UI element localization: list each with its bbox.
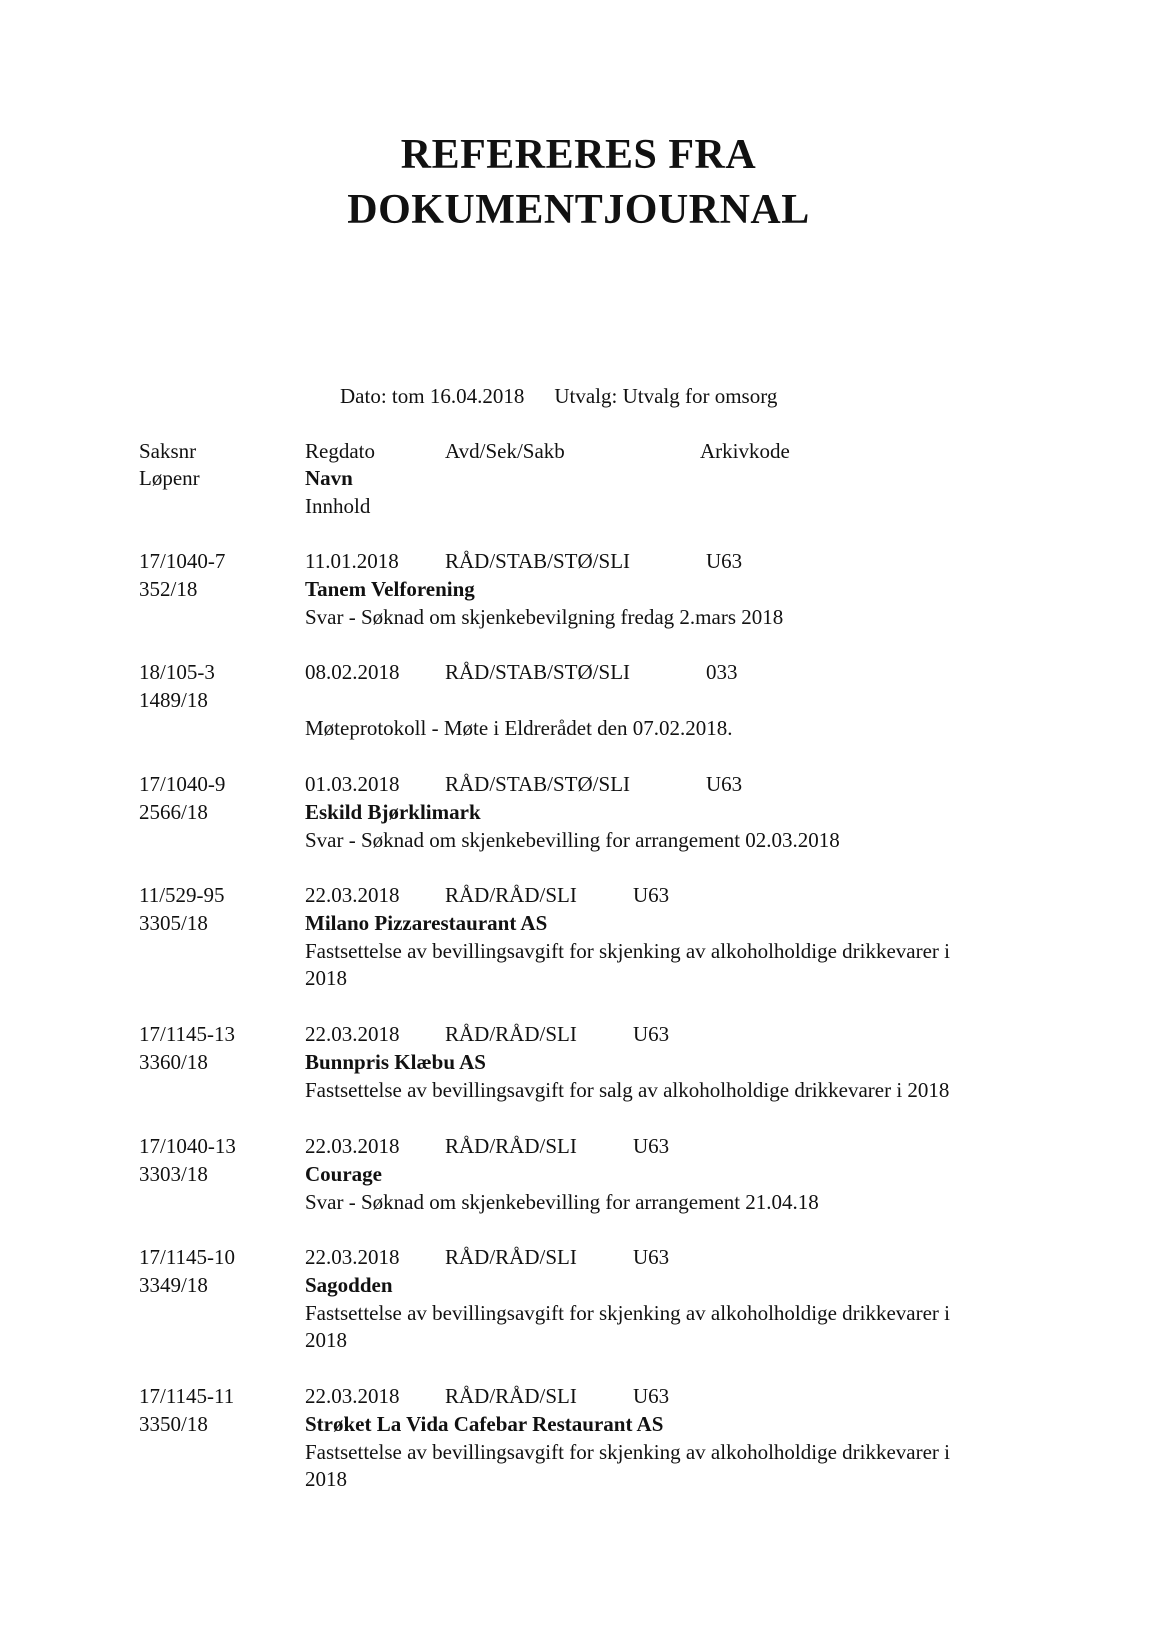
header-saksnr: Saksnr (139, 439, 197, 463)
header-avd: Avd/Sek/Sakb (445, 439, 565, 463)
entry-lopenr: 1489/18 (139, 688, 208, 712)
entry-regdato: 22.03.2018 (305, 1022, 400, 1046)
entry-navn: Tanem Velforening (305, 577, 475, 601)
header-regdato: Regdato (305, 439, 375, 463)
entry-lopenr: 2566/18 (139, 800, 208, 824)
entry-navn: Strøket La Vida Cafebar Restaurant AS (305, 1412, 664, 1436)
entry-arkivkode: U63 (633, 883, 670, 907)
entry-avd: RÅD/RÅD/SLI (445, 883, 577, 907)
entry-saksnr: 11/529-95 (139, 883, 225, 907)
entry-innhold-cont: 2018 (305, 1328, 347, 1352)
entry-navn: Courage (305, 1162, 382, 1186)
entry-saksnr: 17/1145-10 (139, 1245, 236, 1269)
entry-innhold: Fastsettelse av bevillingsavgift for salg av alkoholholdige drikkevarer i 2018 (305, 1078, 950, 1102)
title-line-2: DOKUMENTJOURNAL (347, 187, 810, 233)
entry-avd: RÅD/RÅD/SLI (445, 1134, 577, 1158)
entry-avd: RÅD/RÅD/SLI (445, 1384, 577, 1408)
entry-lopenr: 352/18 (139, 577, 198, 601)
entry-avd: RÅD/RÅD/SLI (445, 1245, 577, 1269)
header-arkivkode: Arkivkode (700, 439, 790, 463)
entry-saksnr: 18/105-3 (139, 660, 215, 684)
entry-regdato: 01.03.2018 (305, 772, 400, 796)
page-title (0, 128, 1157, 238)
entry-lopenr: 3350/18 (139, 1412, 208, 1436)
entry-lopenr: 3349/18 (139, 1273, 208, 1297)
entry-navn: Milano Pizzarestaurant AS (305, 911, 548, 935)
entry-innhold-cont: 2018 (305, 966, 347, 990)
entry-regdato: 22.03.2018 (305, 883, 400, 907)
entry-innhold: Svar - Søknad om skjenkebevilgning fredag 2.mars 2018 (305, 605, 784, 629)
entry-avd: RÅD/STAB/STØ/SLI (445, 660, 631, 684)
header-navn: Navn (305, 466, 353, 490)
utvalg-text: Utvalg: Utvalg for omsorg (554, 384, 778, 408)
entry-navn: Bunnpris Klæbu AS (305, 1050, 486, 1074)
entry-regdato: 22.03.2018 (305, 1134, 400, 1158)
entry-arkivkode: U63 (633, 1245, 670, 1269)
dato-text: Dato: tom 16.04.2018 (340, 384, 525, 408)
entry-saksnr: 17/1040-13 (139, 1134, 236, 1158)
entry-lopenr: 3360/18 (139, 1050, 208, 1074)
entry-innhold: Svar - Søknad om skjenkebevilling for arrangement 21.04.18 (305, 1190, 819, 1214)
entry-innhold: Fastsettelse av bevillingsavgift for skjenking av alkoholholdige drikkevarer i (305, 1440, 951, 1464)
entry-innhold: Møteprotokoll - Møte i Eldrerådet den 07.02.2018. (305, 716, 733, 740)
entry-innhold-cont: 2018 (305, 1467, 347, 1491)
entry-regdato: 22.03.2018 (305, 1384, 400, 1408)
entry-arkivkode: U63 (633, 1384, 670, 1408)
entry-innhold: Fastsettelse av bevillingsavgift for skjenking av alkoholholdige drikkevarer i (305, 1301, 951, 1325)
entry-avd: RÅD/STAB/STØ/SLI (445, 772, 631, 796)
entry-regdato: 11.01.2018 (305, 549, 399, 573)
entry-regdato: 22.03.2018 (305, 1245, 400, 1269)
entry-arkivkode: 033 (706, 660, 738, 684)
header-innhold: Innhold (305, 494, 371, 518)
entry-arkivkode: U63 (633, 1022, 670, 1046)
entry-saksnr: 17/1145-11 (139, 1384, 235, 1408)
entry-avd: RÅD/STAB/STØ/SLI (445, 549, 631, 573)
entry-innhold: Svar - Søknad om skjenkebevilling for arrangement 02.03.2018 (305, 828, 840, 852)
entry-innhold: Fastsettelse av bevillingsavgift for skjenking av alkoholholdige drikkevarer i (305, 939, 951, 963)
entry-navn: Eskild Bjørklimark (305, 800, 481, 824)
entry-arkivkode: U63 (706, 549, 743, 573)
entry-saksnr: 17/1040-7 (139, 549, 226, 573)
entry-lopenr: 3303/18 (139, 1162, 208, 1186)
title-line-1: REFERERES FRA (400, 132, 757, 178)
entry-saksnr: 17/1040-9 (139, 772, 226, 796)
entry-navn: Sagodden (305, 1273, 393, 1297)
entry-arkivkode: U63 (633, 1134, 670, 1158)
entry-saksnr: 17/1145-13 (139, 1022, 236, 1046)
entry-avd: RÅD/RÅD/SLI (445, 1022, 577, 1046)
meta-line (340, 382, 777, 410)
entry-lopenr: 3305/18 (139, 911, 208, 935)
entry-regdato: 08.02.2018 (305, 660, 400, 684)
entry-arkivkode: U63 (706, 772, 743, 796)
header-lopenr: Løpenr (139, 466, 200, 490)
